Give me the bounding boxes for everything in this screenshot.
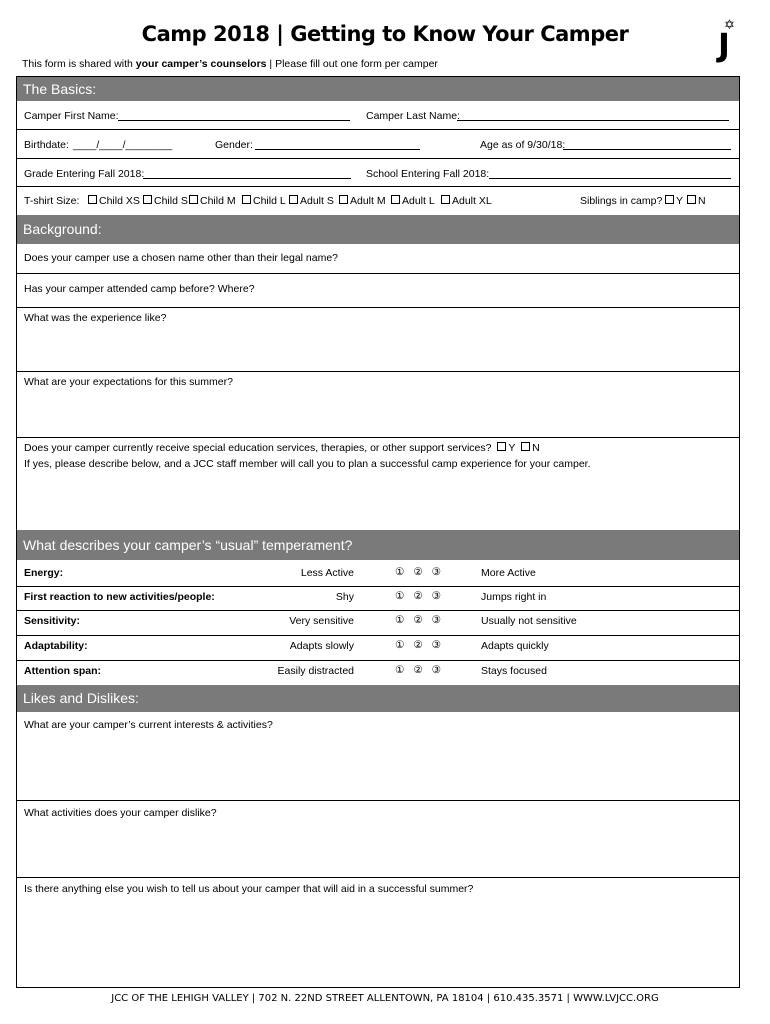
question-attended-before: Has your camper attended camp before? Where? xyxy=(24,283,255,295)
question-experience: What was the experience like? xyxy=(24,312,167,324)
background-q2-row[interactable] xyxy=(17,274,739,308)
checkbox-icon xyxy=(88,195,97,204)
size-option[interactable]: Child L xyxy=(242,195,286,207)
likes-q3-row[interactable] xyxy=(17,878,739,987)
background-q3-row[interactable] xyxy=(17,308,739,372)
section-header-likes: Likes and Dislikes: xyxy=(17,685,739,712)
background-q1-row[interactable] xyxy=(17,244,739,274)
section-header-background: Background: xyxy=(17,215,739,244)
checkbox-icon xyxy=(339,195,348,204)
siblings-no-option[interactable]: N xyxy=(687,195,706,207)
basics-row-tshirt xyxy=(17,187,739,215)
support-services-note: If yes, please describe below, and a JCC staff member will call you to plan a successful camp experience for your camper. xyxy=(24,458,591,470)
rating-scale[interactable]: ① ② ③ xyxy=(395,639,445,651)
rating-scale[interactable]: ① ② ③ xyxy=(395,590,445,602)
rating-scale[interactable]: ① ② ③ xyxy=(395,566,445,578)
form-body xyxy=(16,76,740,988)
tshirt-label: T-shirt Size: xyxy=(24,195,80,207)
rating-scale[interactable]: ① ② ③ xyxy=(395,664,445,676)
siblings-label: Siblings in camp? xyxy=(580,195,663,207)
checkbox-icon xyxy=(189,195,198,204)
temperament-row-reaction: First reaction to new activities/people: Shy ① ② ③ Jumps right in xyxy=(17,586,739,611)
checkbox-icon xyxy=(665,195,674,204)
logo-letter: J xyxy=(718,26,730,64)
question-dislikes: What activities does your camper dislike? xyxy=(24,807,217,819)
size-option[interactable]: Adult M xyxy=(339,195,386,207)
checkbox-icon[interactable] xyxy=(497,442,506,451)
likes-q2-row[interactable] xyxy=(17,801,739,878)
basics-row-grade xyxy=(17,159,739,187)
birthdate-field[interactable]: ____/____/________ xyxy=(73,139,173,151)
section-header-temperament: What describes your camper’s “usual” temperament? xyxy=(17,530,739,560)
last-name-label: Camper Last Name: xyxy=(366,110,460,122)
size-option[interactable]: Child M xyxy=(189,195,236,207)
basics-row-name xyxy=(17,101,739,130)
size-option[interactable]: Adult XL xyxy=(441,195,492,207)
grade-field[interactable] xyxy=(143,168,351,179)
checkbox-icon xyxy=(242,195,251,204)
temperament-row-sensitivity: Sensitivity: Very sensitive ① ② ③ Usually not sensitive xyxy=(17,610,739,636)
gender-field[interactable] xyxy=(255,139,420,150)
siblings-yes-option[interactable]: Y xyxy=(665,195,683,207)
school-field[interactable] xyxy=(489,168,731,179)
checkbox-icon xyxy=(441,195,450,204)
birthdate-label: Birthdate: xyxy=(24,139,69,151)
temperament-row-attention: Attention span: Easily distracted ① ② ③ Stays focused xyxy=(24,664,547,677)
size-option[interactable]: Adult L xyxy=(391,195,435,207)
checkbox-icon[interactable] xyxy=(521,442,530,451)
question-support-services: Does your camper currently receive special education services, therapies, or other support services? Y N xyxy=(24,442,540,454)
background-q4-row[interactable] xyxy=(17,372,739,438)
background-q5-row[interactable] xyxy=(17,438,739,530)
rating-scale[interactable]: ① ② ③ xyxy=(395,614,445,626)
last-name-field[interactable] xyxy=(457,110,729,121)
temperament-row-adaptability: Adaptability: Adapts slowly ① ② ③ Adapts quickly xyxy=(17,635,739,661)
checkbox-icon xyxy=(143,195,152,204)
age-field[interactable] xyxy=(563,139,731,150)
grade-label: Grade Entering Fall 2018: xyxy=(24,168,145,180)
question-interests: What are your camper’s current interests & activities? xyxy=(24,719,273,731)
size-option[interactable]: Adult S xyxy=(289,195,334,207)
checkbox-icon xyxy=(391,195,400,204)
star-of-david-icon: ✡ xyxy=(724,17,735,32)
question-chosen-name: Does your camper use a chosen name other than their legal name? xyxy=(24,252,339,264)
checkbox-icon xyxy=(289,195,298,204)
basics-row-birthdate xyxy=(17,130,739,159)
gender-label: Gender: xyxy=(215,139,253,151)
first-name-label: Camper First Name: xyxy=(24,110,119,122)
jcc-logo xyxy=(718,18,744,68)
first-name-field[interactable] xyxy=(118,110,350,121)
form-subtitle: This form is shared with your camper’s counselors | Please fill out one form per camper xyxy=(22,58,438,70)
form-title: Camp 2018 | Getting to Know Your Camper xyxy=(141,22,629,46)
school-label: School Entering Fall 2018: xyxy=(366,168,490,180)
temperament-row-energy: Energy: Less Active ① ② ③ More Active xyxy=(17,560,739,587)
size-option[interactable]: Child S xyxy=(143,195,188,207)
question-expectations: What are your expectations for this summer? xyxy=(24,376,233,388)
size-option[interactable]: Child XS xyxy=(88,195,140,207)
question-anything-else: Is there anything else you wish to tell us about your camper that will aid in a successful summer? xyxy=(24,883,474,895)
checkbox-icon xyxy=(687,195,696,204)
footer-address: JCC OF THE LEHIGH VALLEY | 702 N. 22ND STREET ALLENTOWN, PA 18104 | 610.435.3571 | WWW.LVJCC.ORG xyxy=(111,993,659,1004)
section-header-basics: The Basics: xyxy=(17,77,739,101)
age-label: Age as of 9/30/18: xyxy=(480,139,566,151)
likes-q1-row[interactable] xyxy=(17,712,739,801)
